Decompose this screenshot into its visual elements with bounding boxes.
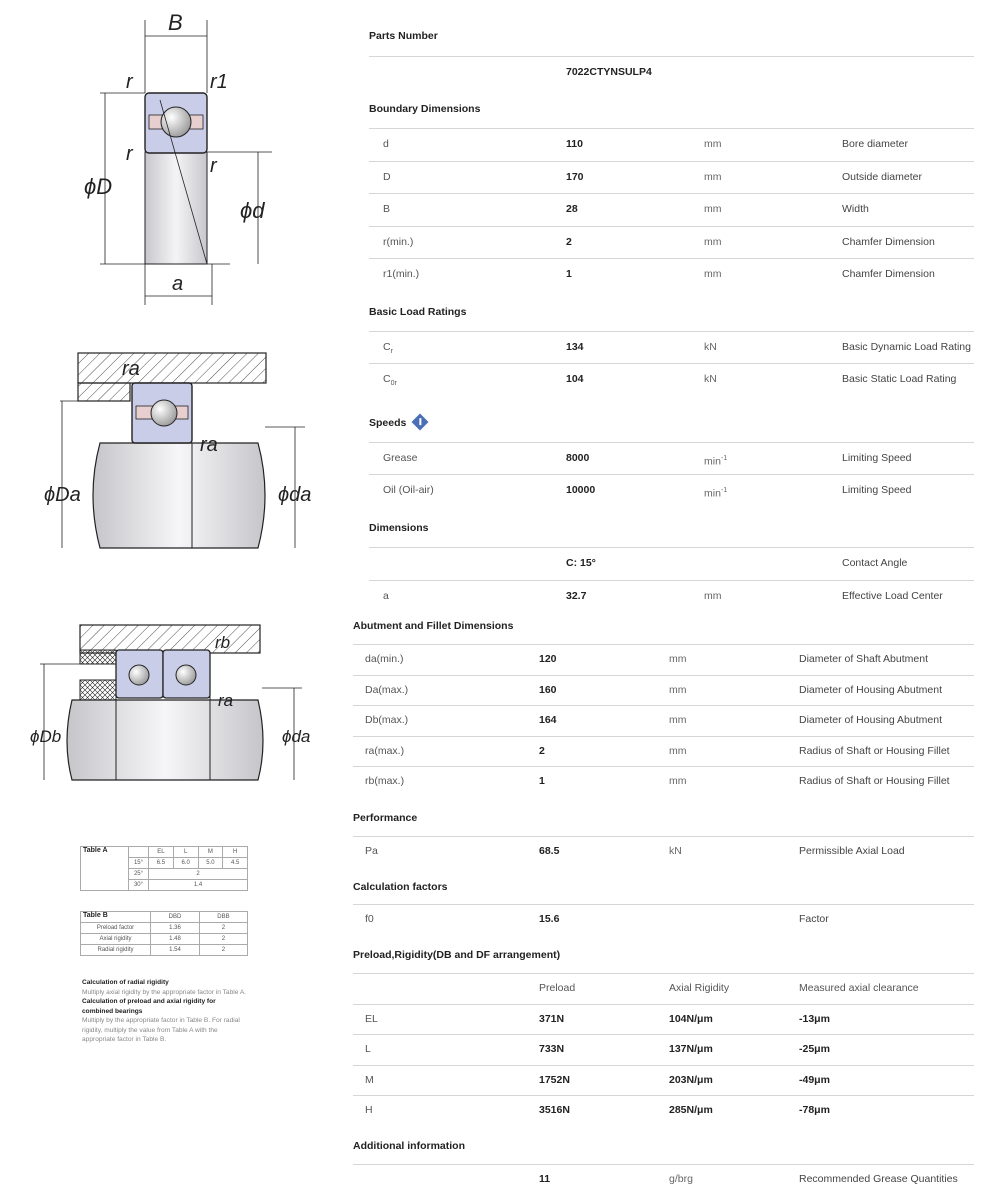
spec-row bbox=[369, 442, 974, 474]
column-header: Preload bbox=[539, 982, 576, 994]
spec-value: 110 bbox=[566, 138, 583, 150]
column-header: Measured axial clearance bbox=[799, 982, 919, 994]
spec-label: $C_r$ bbox=[383, 341, 393, 356]
spec-description: Radius of Shaft or Housing Fillet bbox=[799, 775, 950, 787]
label-r1: r1 bbox=[210, 71, 228, 93]
section-preload-rigidity: Preload,Rigidity(DB and DF arrangement) bbox=[353, 949, 561, 961]
spec-value: 160 bbox=[539, 683, 557, 696]
spec-unit: 137N/μm bbox=[669, 1043, 713, 1055]
spec-row bbox=[353, 736, 974, 767]
spec-label: M bbox=[365, 1073, 374, 1086]
spec-unit: g/brg bbox=[669, 1173, 693, 1185]
spec-value: 11 bbox=[539, 1173, 551, 1185]
spec-value: 15.6 bbox=[539, 913, 560, 925]
spec-label: r(min.) bbox=[383, 235, 414, 248]
spec-row bbox=[369, 474, 974, 506]
spec-label: L bbox=[365, 1043, 371, 1055]
label-rb: rb bbox=[215, 633, 231, 652]
spec-value: 2 bbox=[539, 744, 545, 757]
spec-unit: 203N/μm bbox=[669, 1073, 713, 1086]
spec-description: Diameter of Housing Abutment bbox=[799, 683, 942, 696]
table-a-cell: 5.0 bbox=[198, 858, 223, 869]
spec-value: 164 bbox=[539, 714, 557, 726]
spec-value: 134 bbox=[566, 341, 584, 353]
spec-row bbox=[353, 904, 974, 935]
spec-row bbox=[353, 1164, 974, 1195]
spec-label: rb(max.) bbox=[365, 775, 405, 787]
spec-description: Diameter of Housing Abutment bbox=[799, 714, 942, 726]
spec-label: B bbox=[383, 203, 391, 215]
spec-row bbox=[353, 705, 974, 736]
spec-unit: mm bbox=[704, 170, 722, 183]
column-header: Axial Rigidity bbox=[669, 982, 730, 994]
table-b-header: DBD bbox=[151, 912, 200, 923]
label-da: ϕda bbox=[278, 484, 312, 506]
spec-unit: kN bbox=[704, 341, 717, 353]
spec-label: Db(max.) bbox=[365, 714, 409, 726]
spec-label: Da(max.) bbox=[365, 683, 409, 696]
spec-label: Grease bbox=[383, 452, 418, 464]
spec-value: 8000 bbox=[566, 452, 590, 464]
spec-value: 371N bbox=[539, 1012, 565, 1025]
spec-row bbox=[369, 193, 974, 226]
spec-value: 2 bbox=[566, 235, 572, 248]
spec-unit: $\min^{-1}$ bbox=[704, 455, 728, 468]
spec-unit: mm bbox=[704, 203, 722, 215]
spec-row bbox=[369, 226, 974, 259]
spec-value: 1 bbox=[539, 775, 545, 787]
label-Db: ϕDb bbox=[30, 727, 62, 746]
spec-value: 10000 bbox=[566, 484, 596, 496]
spec-value: C: 15° bbox=[566, 557, 596, 569]
spec-description: Bore diameter bbox=[842, 138, 908, 150]
table-a-angle: 30° bbox=[129, 880, 149, 891]
spec-description: Limiting Speed bbox=[842, 484, 912, 496]
spec-label: d bbox=[383, 138, 389, 150]
spec-description: Outside diameter bbox=[842, 170, 922, 183]
spec-description: -13μm bbox=[799, 1012, 830, 1025]
note-heading: Calculation of radial rigidity bbox=[82, 979, 169, 986]
spec-description: Factor bbox=[799, 913, 829, 925]
section-load-ratings: Basic Load Ratings bbox=[369, 306, 467, 318]
spec-description: Radius of Shaft or Housing Fillet bbox=[799, 744, 950, 757]
table-a-header: L bbox=[173, 847, 198, 858]
note-text: Multiply by the appropriate factor in Table B. For radial rigidity, multiply the value from Table A with the appropriate factor in Table B. bbox=[82, 1017, 240, 1044]
spec-label: ra(max.) bbox=[365, 744, 405, 757]
parts-number-value: 7022CTYNSULP4 bbox=[566, 66, 652, 78]
section-calculation-factors: Calculation factors bbox=[353, 881, 448, 893]
label-r-left: r bbox=[126, 143, 133, 165]
table-a-header: M bbox=[198, 847, 223, 858]
spec-unit: mm bbox=[704, 589, 722, 602]
spec-unit: mm bbox=[669, 653, 687, 665]
spec-value: 1752N bbox=[539, 1073, 570, 1086]
spec-unit: kN bbox=[669, 845, 682, 857]
spec-label: da(min.) bbox=[365, 653, 404, 665]
table-b-cell: 1.36 bbox=[151, 923, 200, 934]
section-boundary-dimensions: Boundary Dimensions bbox=[369, 103, 481, 115]
spec-label: EL bbox=[365, 1012, 378, 1025]
spec-value: 170 bbox=[566, 170, 584, 183]
spec-description: Chamfer Dimension bbox=[842, 235, 935, 248]
table-b-cell: 1.54 bbox=[151, 945, 200, 956]
bearing-dimension-diagram bbox=[60, 0, 300, 310]
label-ra: ra bbox=[218, 691, 234, 710]
spec-unit: 104N/μm bbox=[669, 1012, 713, 1025]
spec-description: -25μm bbox=[799, 1043, 830, 1055]
label-da3: ϕda bbox=[282, 727, 311, 746]
label-ra-side: ra bbox=[200, 434, 218, 456]
spec-row bbox=[369, 128, 974, 161]
table-a-cell: 1.4 bbox=[149, 880, 248, 891]
spec-row bbox=[353, 1095, 974, 1126]
parts-number-row bbox=[369, 56, 974, 88]
table-b-cell: 2 bbox=[199, 934, 247, 945]
table-a-caption: Table A bbox=[81, 847, 129, 891]
section-dimensions: Dimensions bbox=[369, 522, 429, 534]
spec-description: Diameter of Shaft Abutment bbox=[799, 653, 928, 665]
spec-description: Permissible Axial Load bbox=[799, 845, 905, 857]
label-B: B bbox=[168, 10, 183, 35]
table-a-angle: 15° bbox=[129, 858, 149, 869]
abutment-diagram bbox=[40, 345, 330, 560]
calculation-notes bbox=[82, 978, 247, 1045]
table-b-cell: 2 bbox=[199, 945, 247, 956]
spec-row bbox=[353, 766, 974, 797]
spec-row bbox=[353, 836, 974, 867]
table-a-cell: 6.0 bbox=[173, 858, 198, 869]
label-r-top: r bbox=[126, 71, 133, 93]
spec-unit: mm bbox=[669, 683, 687, 696]
spec-row bbox=[353, 1034, 974, 1065]
spec-description: Contact Angle bbox=[842, 557, 908, 569]
table-b-cell: 2 bbox=[199, 923, 247, 934]
table-b-cell: 1.48 bbox=[151, 934, 200, 945]
label-d: ϕd bbox=[240, 198, 265, 223]
table-b-label: Axial rigidity bbox=[81, 934, 151, 945]
spec-value: 104 bbox=[566, 373, 584, 385]
note-heading: Calculation of preload and axial rigidity for combined bearings bbox=[82, 998, 216, 1015]
table-a-cell: 6.5 bbox=[149, 858, 174, 869]
combined-abutment-diagram bbox=[30, 620, 320, 790]
spec-description: Basic Dynamic Load Rating bbox=[842, 341, 971, 353]
spec-row bbox=[369, 363, 974, 395]
table-b-header: DBB bbox=[199, 912, 247, 923]
table-a bbox=[80, 846, 248, 891]
table-a-cell: 4.5 bbox=[223, 858, 248, 869]
table-b-label: Radial rigidity bbox=[81, 945, 151, 956]
section-additional-info: Additional information bbox=[353, 1140, 465, 1152]
spec-description: -49μm bbox=[799, 1073, 830, 1086]
spec-row bbox=[369, 580, 974, 613]
spec-unit: mm bbox=[704, 235, 722, 248]
section-parts-number: Parts Number bbox=[369, 30, 438, 42]
spec-label: D bbox=[383, 170, 391, 183]
label-D: ϕD bbox=[84, 174, 113, 199]
table-b-label: Preload factor bbox=[81, 923, 151, 934]
spec-value: 733N bbox=[539, 1043, 565, 1055]
spec-unit: kN bbox=[704, 373, 717, 385]
spec-description: Recommended Grease Quantities bbox=[799, 1173, 958, 1185]
spec-description: Width bbox=[842, 203, 869, 215]
table-a-angle: 25° bbox=[129, 869, 149, 880]
spec-row bbox=[369, 161, 974, 194]
label-r-right: r bbox=[210, 155, 217, 177]
spec-description: -78μm bbox=[799, 1104, 830, 1116]
spec-value: 68.5 bbox=[539, 845, 560, 857]
label-a: a bbox=[172, 273, 184, 295]
spec-unit: mm bbox=[704, 268, 722, 280]
section-speeds-label: Speeds bbox=[369, 417, 407, 429]
table-a-cell: 2 bbox=[149, 869, 248, 880]
spec-unit: mm bbox=[669, 775, 687, 787]
spec-unit: $\min^{-1}$ bbox=[704, 487, 728, 500]
spec-value: 28 bbox=[566, 203, 578, 215]
spec-label: f0 bbox=[365, 913, 374, 925]
spec-row bbox=[369, 258, 974, 291]
info-icon[interactable] bbox=[412, 414, 429, 431]
spec-value: 3516N bbox=[539, 1104, 570, 1116]
spec-unit: 285N/μm bbox=[669, 1104, 713, 1116]
spec-row bbox=[353, 1004, 974, 1035]
note-text: Multiply axial rigidity by the appropriate factor in Table A. bbox=[82, 988, 247, 996]
label-ra-top: ra bbox=[122, 358, 140, 380]
section-speeds bbox=[369, 417, 426, 429]
spec-row bbox=[353, 1065, 974, 1096]
spec-unit: mm bbox=[669, 744, 687, 757]
spec-label: Oil (Oil-air) bbox=[383, 484, 434, 496]
spec-label: $C_{0r}$ bbox=[383, 373, 397, 388]
spec-value: 120 bbox=[539, 653, 557, 665]
diagram-column bbox=[0, 0, 340, 1200]
section-abutment: Abutment and Fillet Dimensions bbox=[353, 620, 514, 632]
spec-description: Basic Static Load Rating bbox=[842, 373, 957, 385]
spec-description: Chamfer Dimension bbox=[842, 268, 935, 280]
spec-row bbox=[353, 675, 974, 706]
spec-unit: mm bbox=[704, 138, 722, 150]
spec-label: r1(min.) bbox=[383, 268, 420, 280]
spec-row bbox=[369, 331, 974, 363]
spec-value: 32.7 bbox=[566, 589, 587, 602]
label-Da: ϕDa bbox=[44, 484, 81, 506]
spec-description: Effective Load Center bbox=[842, 589, 943, 602]
spec-description: Limiting Speed bbox=[842, 452, 912, 464]
spec-row bbox=[369, 547, 974, 580]
spec-row bbox=[353, 644, 974, 675]
table-header-row bbox=[353, 973, 974, 1004]
spec-value: 1 bbox=[566, 268, 572, 280]
spec-label: Pa bbox=[365, 845, 378, 857]
spec-label: H bbox=[365, 1104, 373, 1116]
spec-unit: mm bbox=[669, 714, 687, 726]
section-performance: Performance bbox=[353, 812, 418, 824]
spec-label: a bbox=[383, 589, 389, 602]
table-a-header: H bbox=[223, 847, 248, 858]
table-b-caption: Table B bbox=[81, 912, 151, 923]
table-b bbox=[80, 911, 248, 956]
table-a-header: EL bbox=[149, 847, 174, 858]
